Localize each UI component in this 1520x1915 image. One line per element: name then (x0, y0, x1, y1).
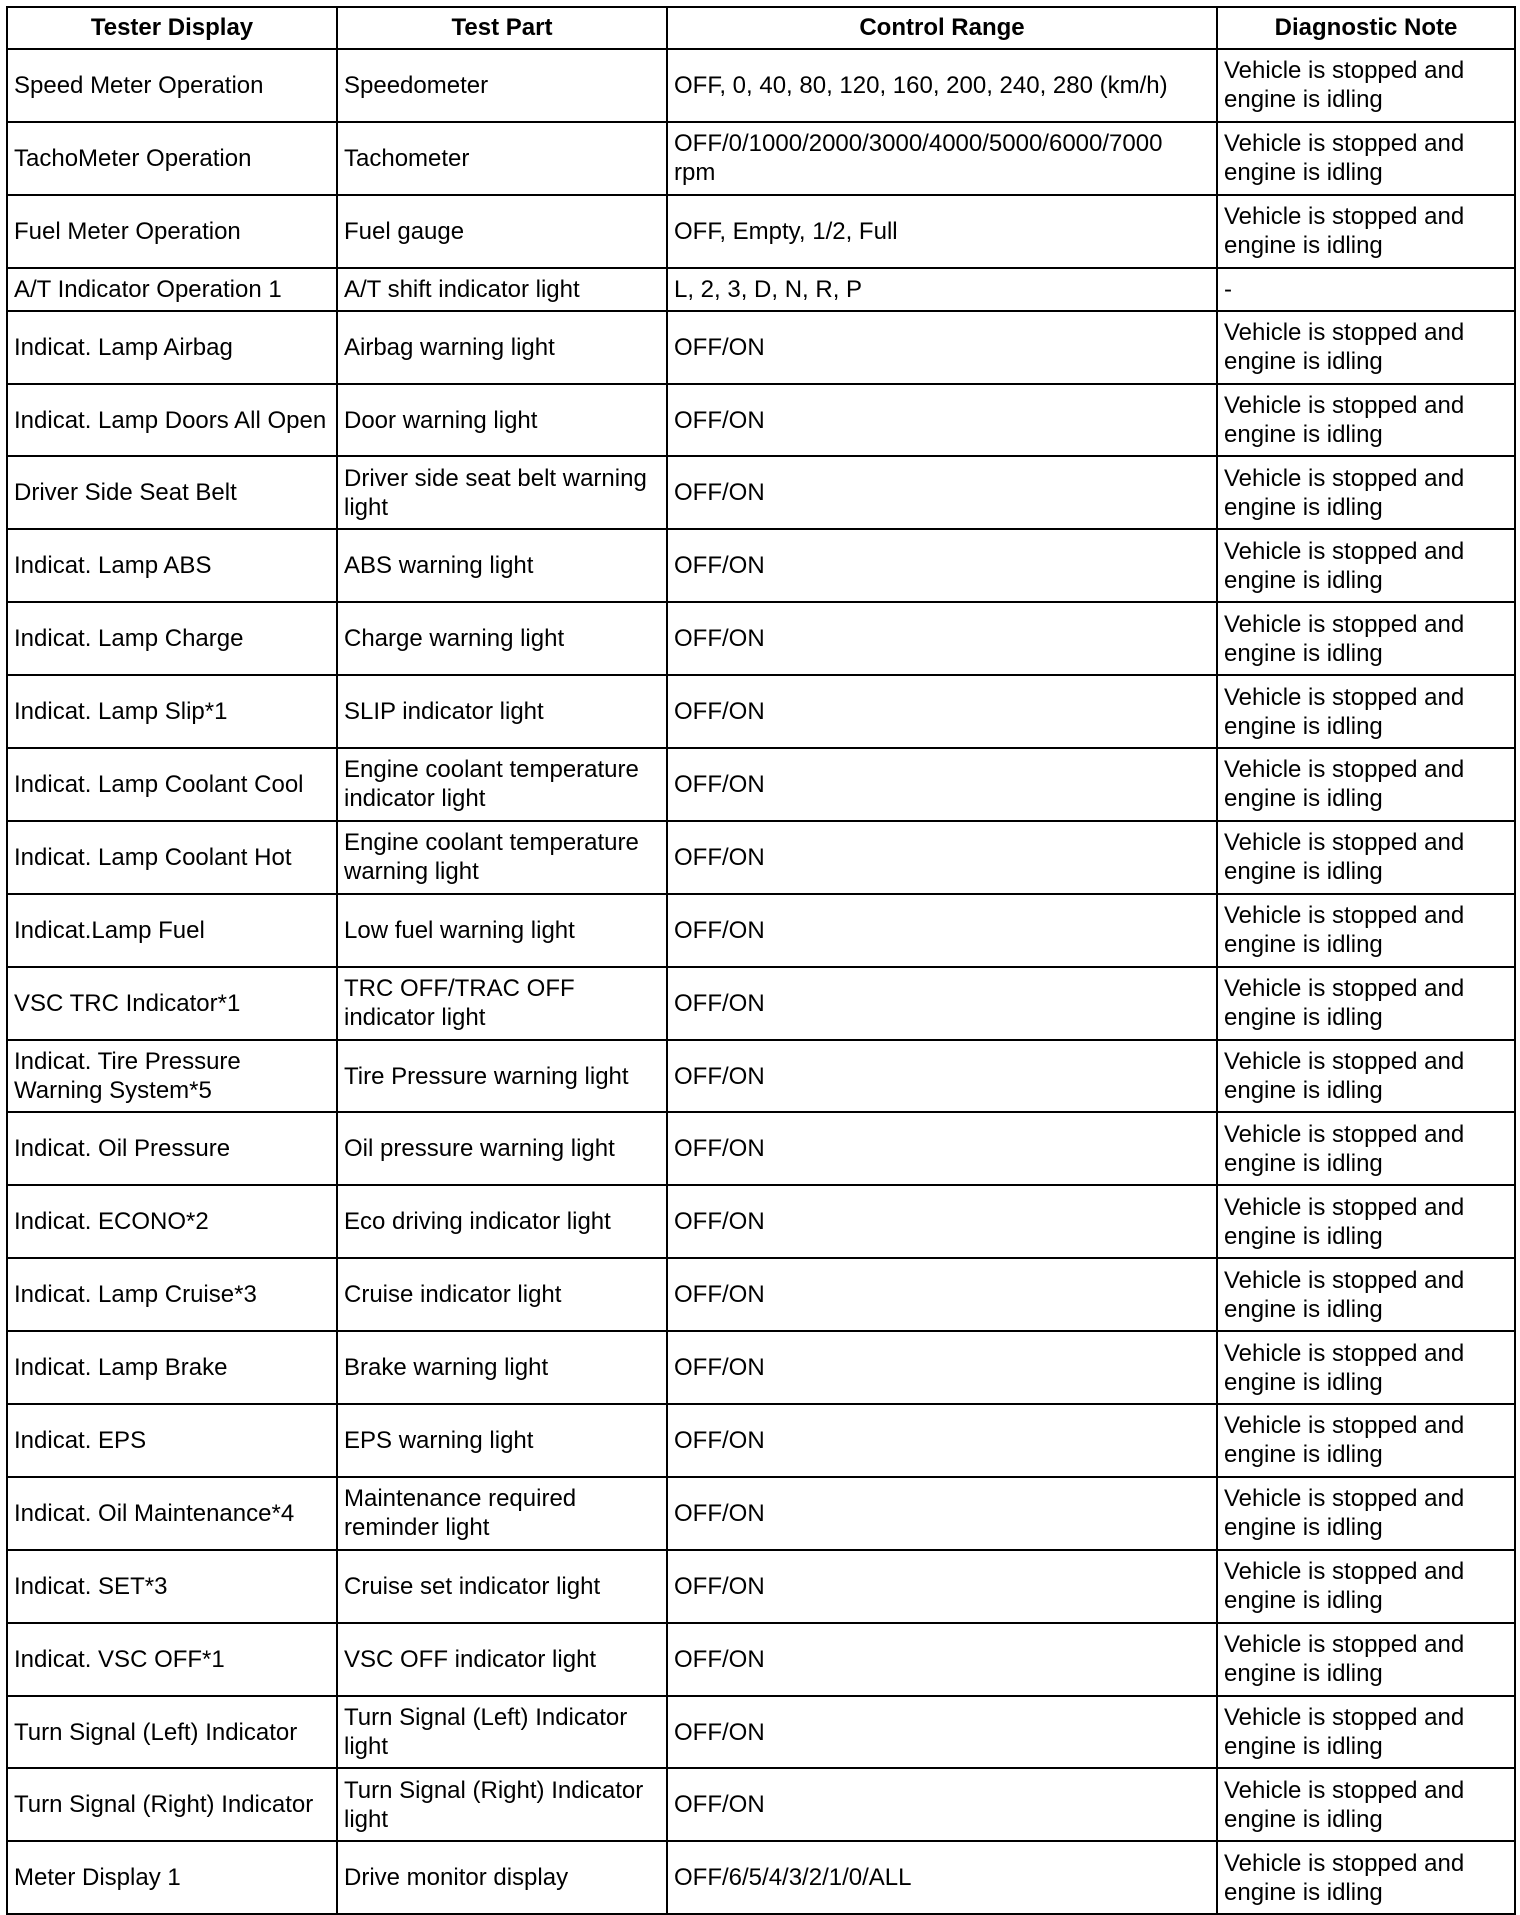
control-range-cell: OFF, 0, 40, 80, 120, 160, 200, 240, 280 (km/h) (667, 49, 1217, 122)
tester-display-cell: Indicat. Lamp Airbag (7, 311, 337, 384)
diagnostic-note-cell: Vehicle is stopped and engine is idling (1217, 748, 1515, 821)
control-range-cell: OFF/ON (667, 821, 1217, 894)
control-range-cell: OFF/ON (667, 311, 1217, 384)
table-row (7, 195, 1515, 268)
control-range-cell: OFF/ON (667, 675, 1217, 748)
tester-display-cell: Indicat. Tire Pressure Warning System*5 (7, 1040, 337, 1113)
tester-display-cell: Indicat. EPS (7, 1404, 337, 1477)
tester-display-cell: Meter Display 1 (7, 1841, 337, 1914)
diagnostic-note-cell: Vehicle is stopped and engine is idling (1217, 1550, 1515, 1623)
test-part-cell: SLIP indicator light (337, 675, 667, 748)
tester-display-cell: A/T Indicator Operation 1 (7, 268, 337, 311)
tester-display-cell: Indicat. Lamp Doors All Open (7, 384, 337, 457)
control-range-cell: OFF/ON (667, 456, 1217, 529)
tester-display-cell: Fuel Meter Operation (7, 195, 337, 268)
test-part-cell: ABS warning light (337, 529, 667, 602)
table-row (7, 1258, 1515, 1331)
table-row (7, 1477, 1515, 1550)
control-range-cell: OFF, Empty, 1/2, Full (667, 195, 1217, 268)
tester-display-cell: Indicat.Lamp Fuel (7, 894, 337, 967)
tester-display-cell: Indicat. Lamp Charge (7, 602, 337, 675)
diagnostic-note-cell: Vehicle is stopped and engine is idling (1217, 122, 1515, 195)
test-part-cell: Turn Signal (Right) Indicator light (337, 1768, 667, 1841)
tester-display-cell: Indicat. VSC OFF*1 (7, 1623, 337, 1696)
test-part-cell: Cruise set indicator light (337, 1550, 667, 1623)
diagnostic-note-cell: Vehicle is stopped and engine is idling (1217, 1185, 1515, 1258)
control-range-cell: OFF/ON (667, 1258, 1217, 1331)
active-test-table-container (6, 6, 1514, 1915)
test-part-cell: A/T shift indicator light (337, 268, 667, 311)
table-row (7, 1623, 1515, 1696)
test-part-cell: Fuel gauge (337, 195, 667, 268)
tester-display-cell: Indicat. Lamp Coolant Hot (7, 821, 337, 894)
control-range-cell: OFF/ON (667, 1550, 1217, 1623)
control-range-cell: OFF/ON (667, 1696, 1217, 1769)
table-row (7, 748, 1515, 821)
table-row (7, 1331, 1515, 1404)
diagnostic-note-cell: Vehicle is stopped and engine is idling (1217, 529, 1515, 602)
table-row (7, 821, 1515, 894)
test-part-cell: Tire Pressure warning light (337, 1040, 667, 1113)
test-part-cell: Turn Signal (Left) Indicator light (337, 1696, 667, 1769)
tester-display-cell: Turn Signal (Right) Indicator (7, 1768, 337, 1841)
test-part-cell: Airbag warning light (337, 311, 667, 384)
control-range-cell: OFF/ON (667, 1040, 1217, 1113)
diagnostic-note-cell: Vehicle is stopped and engine is idling (1217, 1258, 1515, 1331)
tester-display-cell: Indicat. ECONO*2 (7, 1185, 337, 1258)
test-part-cell: Eco driving indicator light (337, 1185, 667, 1258)
control-range-cell: OFF/0/1000/2000/3000/4000/5000/6000/7000 rpm (667, 122, 1217, 195)
table-row (7, 1550, 1515, 1623)
tester-display-cell: Indicat. Lamp Slip*1 (7, 675, 337, 748)
table-row (7, 967, 1515, 1040)
diagnostic-note-cell: Vehicle is stopped and engine is idling (1217, 1040, 1515, 1113)
header-row (7, 7, 1515, 49)
active-test-table (6, 6, 1516, 1915)
table-row (7, 1696, 1515, 1769)
header-tester-display: Tester Display (7, 7, 337, 49)
test-part-cell: EPS warning light (337, 1404, 667, 1477)
test-part-cell: Oil pressure warning light (337, 1112, 667, 1185)
test-part-cell: Charge warning light (337, 602, 667, 675)
table-row (7, 894, 1515, 967)
diagnostic-note-cell: Vehicle is stopped and engine is idling (1217, 1331, 1515, 1404)
tester-display-cell: TachoMeter Operation (7, 122, 337, 195)
control-range-cell: OFF/ON (667, 1477, 1217, 1550)
control-range-cell: OFF/ON (667, 602, 1217, 675)
diagnostic-note-cell: Vehicle is stopped and engine is idling (1217, 1696, 1515, 1769)
table-row (7, 675, 1515, 748)
diagnostic-note-cell: Vehicle is stopped and engine is idling (1217, 456, 1515, 529)
table-row (7, 1404, 1515, 1477)
test-part-cell: Cruise indicator light (337, 1258, 667, 1331)
tester-display-cell: Speed Meter Operation (7, 49, 337, 122)
table-row (7, 122, 1515, 195)
control-range-cell: OFF/ON (667, 529, 1217, 602)
table-body (7, 49, 1515, 1914)
diagnostic-note-cell: Vehicle is stopped and engine is idling (1217, 1841, 1515, 1914)
diagnostic-note-cell: Vehicle is stopped and engine is idling (1217, 967, 1515, 1040)
diagnostic-note-cell: Vehicle is stopped and engine is idling (1217, 49, 1515, 122)
test-part-cell: Maintenance required reminder light (337, 1477, 667, 1550)
tester-display-cell: VSC TRC Indicator*1 (7, 967, 337, 1040)
table-row (7, 602, 1515, 675)
test-part-cell: Driver side seat belt warning light (337, 456, 667, 529)
tester-display-cell: Turn Signal (Left) Indicator (7, 1696, 337, 1769)
control-range-cell: OFF/ON (667, 1185, 1217, 1258)
test-part-cell: Tachometer (337, 122, 667, 195)
control-range-cell: OFF/ON (667, 1623, 1217, 1696)
test-part-cell: Engine coolant temperature indicator light (337, 748, 667, 821)
table-row (7, 1040, 1515, 1113)
diagnostic-note-cell: Vehicle is stopped and engine is idling (1217, 675, 1515, 748)
test-part-cell: Low fuel warning light (337, 894, 667, 967)
table-header (7, 7, 1515, 49)
diagnostic-note-cell: Vehicle is stopped and engine is idling (1217, 1112, 1515, 1185)
table-row (7, 1185, 1515, 1258)
tester-display-cell: Indicat. Oil Maintenance*4 (7, 1477, 337, 1550)
test-part-cell: Engine coolant temperature warning light (337, 821, 667, 894)
test-part-cell: Brake warning light (337, 1331, 667, 1404)
control-range-cell: OFF/ON (667, 384, 1217, 457)
tester-display-cell: Indicat. Lamp ABS (7, 529, 337, 602)
test-part-cell: VSC OFF indicator light (337, 1623, 667, 1696)
diagnostic-note-cell: Vehicle is stopped and engine is idling (1217, 602, 1515, 675)
table-row (7, 1112, 1515, 1185)
control-range-cell: OFF/ON (667, 1112, 1217, 1185)
tester-display-cell: Indicat. Oil Pressure (7, 1112, 337, 1185)
tester-display-cell: Driver Side Seat Belt (7, 456, 337, 529)
diagnostic-note-cell: Vehicle is stopped and engine is idling (1217, 384, 1515, 457)
control-range-cell: L, 2, 3, D, N, R, P (667, 268, 1217, 311)
control-range-cell: OFF/ON (667, 1331, 1217, 1404)
control-range-cell: OFF/ON (667, 1768, 1217, 1841)
table-row (7, 384, 1515, 457)
table-row (7, 1841, 1515, 1914)
diagnostic-note-cell: Vehicle is stopped and engine is idling (1217, 821, 1515, 894)
control-range-cell: OFF/6/5/4/3/2/1/0/ALL (667, 1841, 1217, 1914)
tester-display-cell: Indicat. Lamp Brake (7, 1331, 337, 1404)
test-part-cell: Door warning light (337, 384, 667, 457)
diagnostic-note-cell: - (1217, 268, 1515, 311)
table-row (7, 1768, 1515, 1841)
diagnostic-note-cell: Vehicle is stopped and engine is idling (1217, 1477, 1515, 1550)
tester-display-cell: Indicat. Lamp Cruise*3 (7, 1258, 337, 1331)
test-part-cell: Drive monitor display (337, 1841, 667, 1914)
header-test-part: Test Part (337, 7, 667, 49)
control-range-cell: OFF/ON (667, 748, 1217, 821)
diagnostic-note-cell: Vehicle is stopped and engine is idling (1217, 311, 1515, 384)
table-row (7, 49, 1515, 122)
test-part-cell: Speedometer (337, 49, 667, 122)
tester-display-cell: Indicat. SET*3 (7, 1550, 337, 1623)
diagnostic-note-cell: Vehicle is stopped and engine is idling (1217, 894, 1515, 967)
control-range-cell: OFF/ON (667, 967, 1217, 1040)
diagnostic-note-cell: Vehicle is stopped and engine is idling (1217, 1404, 1515, 1477)
table-row (7, 529, 1515, 602)
table-row (7, 268, 1515, 311)
control-range-cell: OFF/ON (667, 1404, 1217, 1477)
table-row (7, 311, 1515, 384)
diagnostic-note-cell: Vehicle is stopped and engine is idling (1217, 1623, 1515, 1696)
header-diagnostic-note: Diagnostic Note (1217, 7, 1515, 49)
diagnostic-note-cell: Vehicle is stopped and engine is idling (1217, 1768, 1515, 1841)
table-row (7, 456, 1515, 529)
header-control-range: Control Range (667, 7, 1217, 49)
test-part-cell: TRC OFF/TRAC OFF indicator light (337, 967, 667, 1040)
tester-display-cell: Indicat. Lamp Coolant Cool (7, 748, 337, 821)
diagnostic-note-cell: Vehicle is stopped and engine is idling (1217, 195, 1515, 268)
control-range-cell: OFF/ON (667, 894, 1217, 967)
